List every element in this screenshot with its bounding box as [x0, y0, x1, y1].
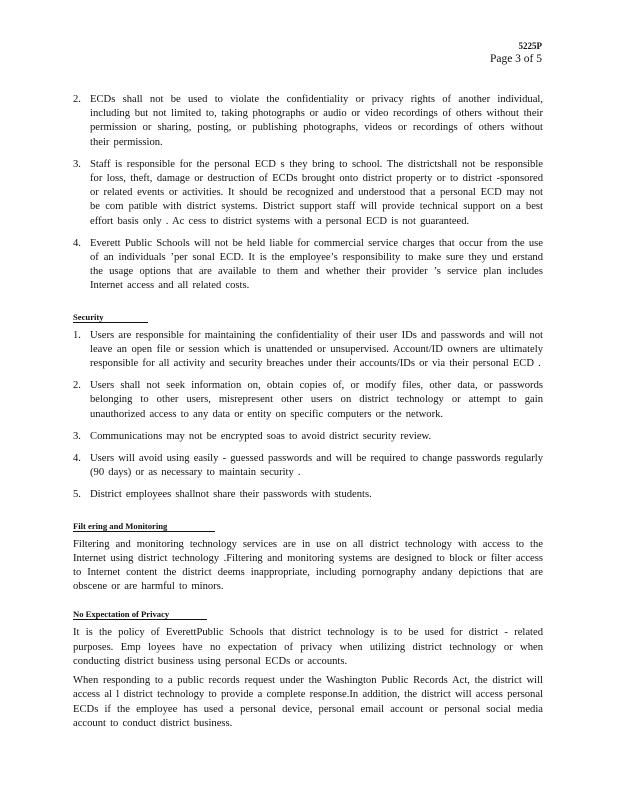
- document-body: [73, 93, 543, 736]
- item-number: 2.: [73, 94, 81, 105]
- privacy-paragraph: It is the policy of EverettPublic Schools that district technology is to be used for district - related purposes. Emp loyees have no expectation of privacy when utilizing district technology or when conducting district business using personal ECDs or accounts.: [73, 627, 543, 667]
- item-text: ECDs shall not be used to violate the confidentiality or privacy rights of another individual, including but not limited to, taking photographs or audio or video recordings of others without their permission or sharing, posting, or publishing photographs, videos or recordings of others without their permission.: [90, 94, 543, 148]
- item-text: Everett Public Schools will not be held liable for commercial service charges that occur from the use of an individuals ’per sonal ECD. It is the employee’s responsibility to make sure they und erstand the usage options that are available to them and whether their provider ’s service plan includes Internet access and all related costs.: [90, 237, 543, 292]
- security-section: [73, 302, 543, 503]
- list-item: [73, 452, 543, 480]
- section-heading-filtering: Filt ering and Monitoring: [73, 521, 215, 532]
- intro-list: [73, 93, 543, 294]
- list-item: [73, 93, 543, 150]
- list-item: [73, 488, 543, 502]
- item-number: 4.: [73, 237, 81, 249]
- list-item: [73, 430, 543, 444]
- item-number: 4.: [73, 453, 81, 465]
- item-number: 1.: [73, 329, 81, 341]
- item-number: 3.: [73, 158, 81, 170]
- item-text: Users are responsible for maintaining the confidentiality of their user IDs and passwords and will not leave an open file or session which is unattended or unsupervised. Account/ID owners are ultimately responsible for all activity and security breaches under their accounts/IDs or via their personal ECD .: [90, 329, 543, 370]
- privacy-paragraph: When responding to a public records request under the Washington Public Records Act, the district will access al l district technology to provide a complete response.In addition, the district will access personal ECDs if the employee has used a personal device, personal email account or personal social media account to conduct district business.: [73, 675, 543, 729]
- item-text: Staff is responsible for the personal ECD s they bring to school. The districtshall not be responsible for loss, theft, damage or destruction of ECDs brought onto district property or to district -sponsored or related events or activities. It should be recognized and understood that a personal ECD may not be com patible with district systems. District support staff will provide technical support on a best effort basis only . Ac cess to district systems with a personal ECD is not guaranteed.: [90, 158, 543, 227]
- list-item: [73, 237, 543, 294]
- privacy-section: [73, 599, 543, 730]
- list-item: [73, 329, 543, 372]
- page-number: Page 3 of 5: [489, 53, 542, 65]
- list-item: [73, 158, 543, 229]
- section-heading-security: Security: [73, 312, 148, 323]
- page-header: [490, 40, 542, 66]
- item-number: 3.: [73, 430, 81, 442]
- filtering-section: [73, 511, 543, 595]
- list-item: [73, 379, 543, 422]
- item-text: Users shall not seek information on, obtain copies of, or modify files, other data, or passwords belonging to other users, misrepresent other users on district technology or attempt to gain unauthorized access to any data or entity on specific computers or the network.: [90, 380, 543, 420]
- item-number: 2.: [73, 380, 81, 392]
- policy-code: 5225P: [518, 41, 542, 51]
- item-text: Users will avoid using easily - guessed passwords and will be required to change passwords regularly (90 days) or as necessary to maintain security .: [90, 453, 543, 479]
- item-number: 5.: [73, 489, 81, 501]
- filtering-paragraph: Filtering and monitoring technology services are in use on all district technology with access to the Internet using district technology .Filtering and monitoring systems are designed to block or filter access to Internet content the district deems inappropriate, including pornography andany depictions that are obscene or are harmful to minors.: [73, 538, 543, 593]
- section-heading-privacy: No Expectation of Privacy: [73, 609, 207, 620]
- item-text: District employees shallnot share their passwords with students.: [90, 489, 372, 501]
- item-text: Communications may not be encrypted soas to avoid district security review.: [90, 430, 432, 442]
